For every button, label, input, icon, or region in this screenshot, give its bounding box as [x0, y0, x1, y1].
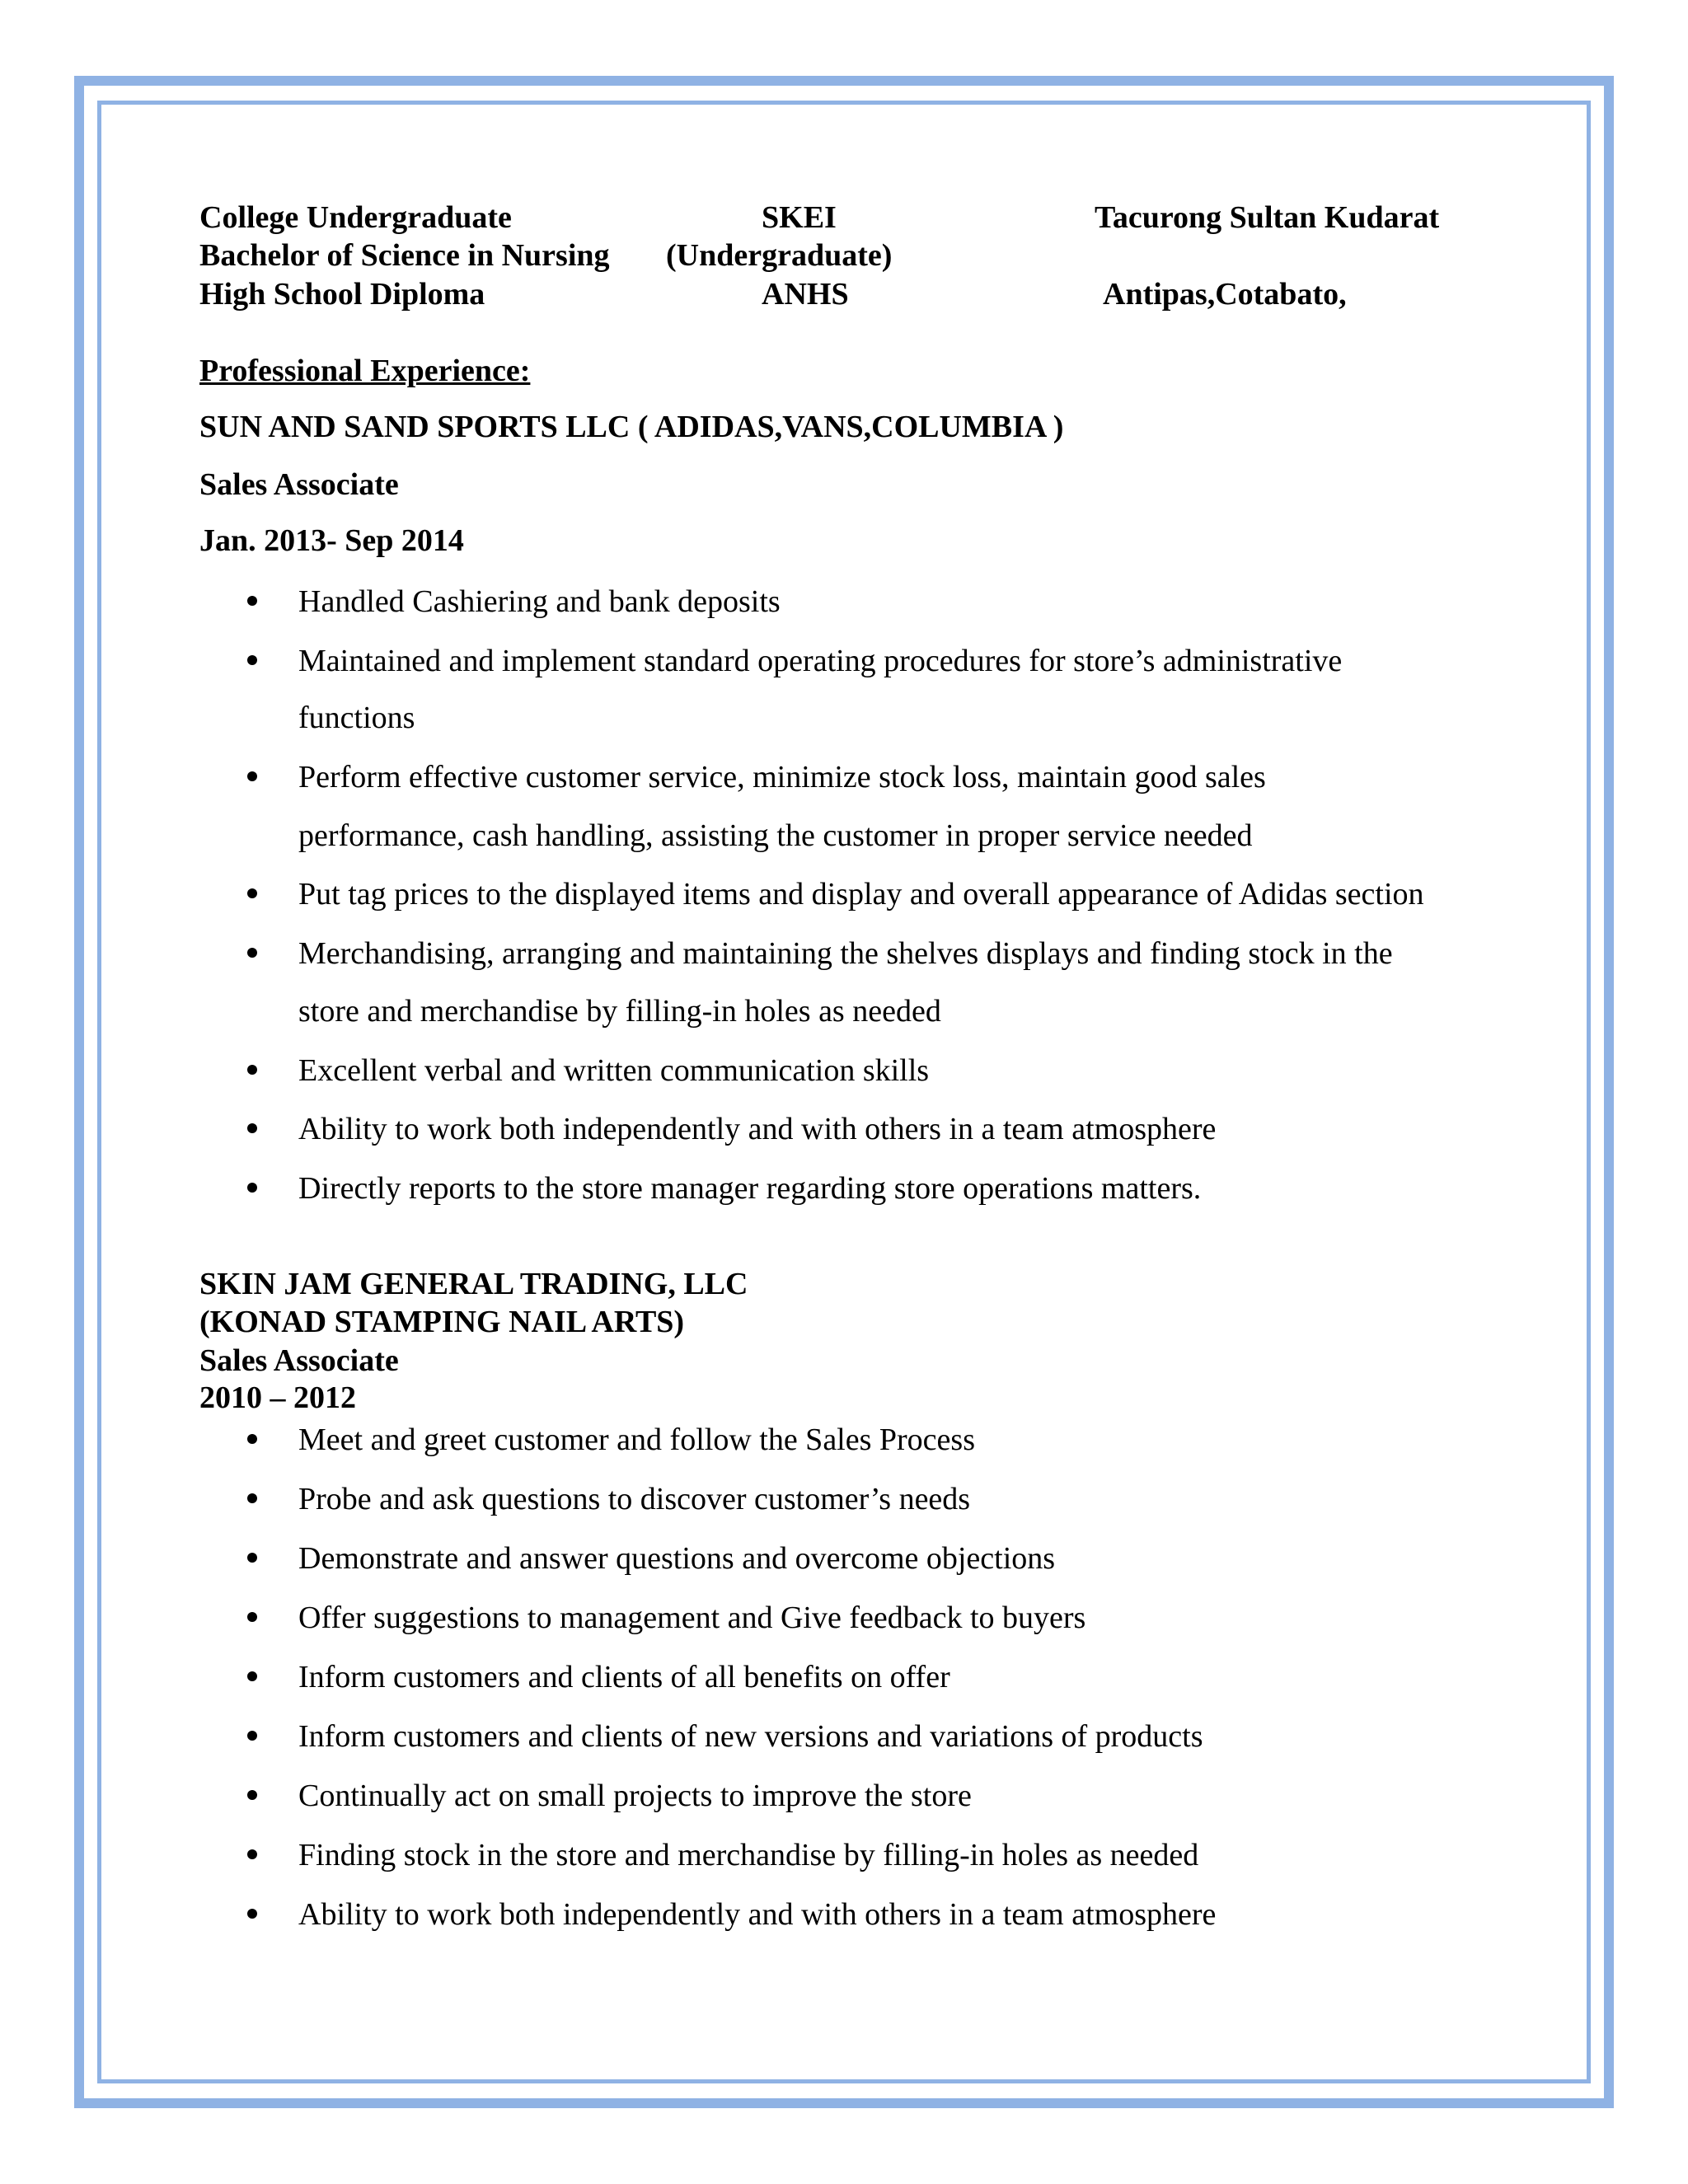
list-item-continuation: store and merchandise by filling-in holes as needed: [298, 994, 941, 1029]
bullet-icon: [247, 1909, 257, 1919]
education-degree: Bachelor of Science in Nursing: [199, 238, 610, 273]
job-company-subtitle: (KONAD STAMPING NAIL ARTS): [199, 1305, 685, 1339]
list-item-text: Perform effective customer service, minimize stock loss, maintain good sales: [298, 760, 1266, 794]
bullet-icon: [247, 948, 257, 958]
job-dates: 2010 – 2012: [199, 1380, 356, 1415]
job-company: SUN AND SAND SPORTS LLC ( ADIDAS,VANS,COLUMBIA ): [199, 410, 1064, 444]
education-school: ANHS: [762, 277, 849, 312]
list-item-text: Demonstrate and answer questions and overcome objections: [298, 1541, 1056, 1576]
list-item-continuation: performance, cash handling, assisting the customer in proper service needed: [298, 818, 1253, 853]
list-item-text: Probe and ask questions to discover customer’s needs: [298, 1482, 971, 1516]
education-school: (Undergraduate): [666, 238, 893, 273]
list-item-text: Handled Cashiering and bank deposits: [298, 584, 781, 619]
list-item-text: Maintained and implement standard operating procedures for store’s administrative: [298, 644, 1343, 678]
job-dates: Jan. 2013- Sep 2014: [199, 523, 464, 558]
list-item-text: Meet and greet customer and follow the Sales Process: [298, 1422, 975, 1457]
list-item-text: Continually act on small projects to improve the store: [298, 1779, 972, 1813]
bullet-icon: [247, 1671, 257, 1681]
bullet-icon: [247, 596, 257, 606]
list-item-text: Directly reports to the store manager regarding store operations matters.: [298, 1171, 1202, 1206]
bullet-icon: [247, 1731, 257, 1741]
list-item-text: Ability to work both independently and with others in a team atmosphere: [298, 1897, 1217, 1932]
list-item-text: Inform customers and clients of all benefits on offer: [298, 1660, 950, 1694]
education-location: Tacurong Sultan Kudarat: [1095, 200, 1440, 235]
bullet-icon: [247, 655, 257, 665]
list-item-text: Merchandising, arranging and maintaining the shelves displays and finding stock in the: [298, 936, 1393, 971]
section-heading-experience: Professional Experience:: [199, 354, 531, 388]
list-item-continuation: functions: [298, 701, 415, 735]
education-degree: High School Diploma: [199, 277, 485, 312]
list-item-text: Excellent verbal and written communication skills: [298, 1053, 930, 1088]
bullet-icon: [247, 1553, 257, 1563]
bullet-icon: [247, 1493, 257, 1503]
job-company: SKIN JAM GENERAL TRADING, LLC: [199, 1267, 748, 1301]
list-item-text: Ability to work both independently and with others in a team atmosphere: [298, 1112, 1217, 1146]
list-item-text: Put tag prices to the displayed items and display and overall appearance of Adidas section: [298, 877, 1424, 912]
bullet-icon: [247, 1849, 257, 1859]
bullet-icon: [247, 1123, 257, 1133]
bullet-icon: [247, 1790, 257, 1800]
bullet-icon: [247, 1612, 257, 1622]
bullet-icon: [247, 1434, 257, 1444]
bullet-icon: [247, 1183, 257, 1193]
education-school: SKEI: [762, 200, 837, 235]
bullet-icon: [247, 888, 257, 898]
list-item-text: Inform customers and clients of new versions and variations of products: [298, 1719, 1203, 1754]
education-location: Antipas,Cotabato,: [1103, 277, 1347, 312]
job-title: Sales Associate: [199, 1343, 399, 1378]
list-item-text: Finding stock in the store and merchandise by filling-in holes as needed: [298, 1838, 1199, 1872]
bullet-icon: [247, 771, 257, 781]
education-degree: College Undergraduate: [199, 200, 512, 235]
job-title: Sales Associate: [199, 467, 399, 502]
bullet-icon: [247, 1065, 257, 1075]
list-item-text: Offer suggestions to management and Give feedback to buyers: [298, 1601, 1086, 1635]
